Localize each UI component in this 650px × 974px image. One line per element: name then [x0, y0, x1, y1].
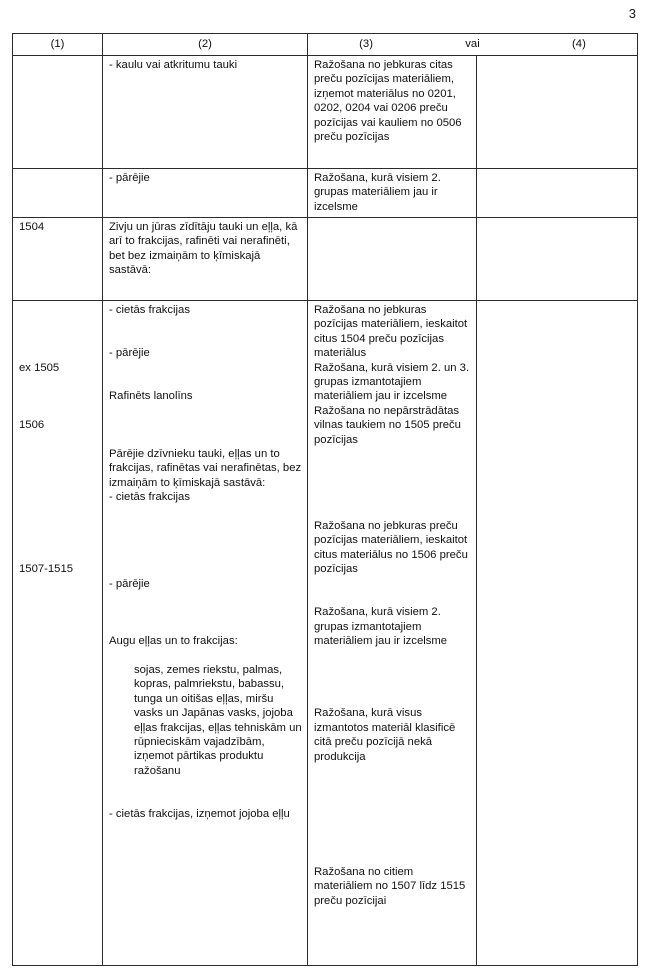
row-working-2-cell	[477, 218, 638, 301]
row-code-cell	[13, 301, 103, 966]
cell-paragraph: Ražošana no nepārstrādātas vilnas taukiem no 1505 preču pozīcijas	[314, 404, 465, 446]
table-row	[13, 56, 638, 169]
cell-paragraph: 1507-1515	[19, 563, 74, 576]
row-working-2-cell	[477, 56, 638, 169]
cell-paragraph: - pārējie	[109, 577, 150, 590]
cell-paragraph: Ražošana, kurā visiem 2. un 3. grupas izmantotajiem materiāliem jau ir izcelsme	[314, 361, 473, 403]
row-working-2-cell	[477, 169, 638, 218]
row-working-2-cell	[477, 301, 638, 966]
row-working-1-cell	[308, 218, 477, 301]
column-header-4-label: (4)	[572, 38, 586, 51]
row-working-1-cell: Ražošana no jebkuras citas preču pozīcijas materiāliem, izņemot materiālus no 0201, 0202, 0204 vai 0206 preču pozīcijas vai kauliem no 0506 preču pozīcijas	[308, 56, 477, 169]
page-number: 3	[628, 6, 636, 21]
column-header-or-label: vai	[465, 38, 480, 51]
row-code-cell: 1504	[13, 218, 103, 301]
rules-of-origin-table-container	[12, 33, 637, 966]
cell-paragraph: Pārējie dzīvnieku tauki, eļļas un to frakcijas, rafinētas vai nerafinētas, bez izmaiņām to ķīmiskajā sastāvā:	[109, 448, 305, 489]
cell-paragraph: - pārējie	[109, 347, 150, 360]
cell-paragraph: - cietās frakcijas, izņemot jojoba eļļu	[109, 808, 290, 821]
row-working-1-cell	[308, 301, 477, 966]
cell-paragraph: sojas, zemes riekstu, palmas, kopras, palmriekstu, babassu, tunga un oitišas eļļas, miršu vasks un Japānas vasks, jojoba eļļas frakcijas, eļļas tehniskām un rūpnieciskām vajadzībām, izņemot pārtikas produktu ražošanu	[134, 664, 305, 777]
cell-paragraph: 1506	[19, 419, 45, 432]
table-header-row	[13, 34, 638, 56]
cell-paragraph: Ražošana no jebkuras preču pozīcijas materiāliem, ieskaitot citus materiālus no 1506 preču pozīcijas	[314, 520, 471, 576]
column-header-1	[13, 34, 103, 56]
row-description-cell: - kaulu vai atkritumu tauki	[103, 56, 308, 169]
row-code-cell	[13, 56, 103, 169]
rules-of-origin-table	[12, 33, 638, 966]
cell-paragraph: Augu eļļas un to frakcijas:	[109, 635, 238, 648]
column-header-2-label: (2)	[198, 38, 212, 51]
row-description-cell: - pārējie	[103, 169, 308, 218]
row-description-cell	[103, 301, 308, 966]
cell-paragraph: ex 1505	[19, 361, 60, 374]
cell-paragraph: - cietās frakcijas	[109, 491, 190, 504]
table-row	[13, 218, 638, 301]
cell-paragraph: Ražošana, kurā visus izmantotos materiāl klasificē citā preču pozīcijā nekā produkcija	[314, 707, 459, 763]
cell-paragraph: Rafinēts lanolīns	[109, 390, 193, 403]
row-code-cell	[13, 169, 103, 218]
column-header-2	[103, 34, 308, 56]
column-header-1-label: (1)	[50, 38, 65, 51]
cell-paragraph: Ražošana, kurā visiem 2. grupas izmantotajiem materiāliem jau ir izcelsme	[314, 606, 448, 648]
row-description-cell: Zivju un jūras zīdītāju tauki un eļļa, kā arī to frakcijas, rafinēti vai nerafinēti, bet bez izmaiņām to ķīmiskajā sastāvā:	[103, 218, 308, 301]
cell-paragraph: Ražošana no citiem materiāliem no 1507 līdz 1515 preču pozīcijai	[314, 865, 469, 907]
cell-paragraph: - cietās frakcijas	[109, 304, 190, 316]
table-row	[13, 301, 638, 966]
row-working-1-cell: Ražošana, kurā visiem 2. grupas materiāliem jau ir izcelsme	[308, 169, 477, 218]
table-row	[13, 169, 638, 218]
column-header-3-label: (3)	[359, 38, 373, 51]
cell-paragraph: Ražošana no jebkuras pozīcijas materiāliem, ieskaitot citus 1504 preču pozīcijas materiālus	[314, 304, 471, 360]
column-header-3-and-4	[308, 34, 638, 56]
